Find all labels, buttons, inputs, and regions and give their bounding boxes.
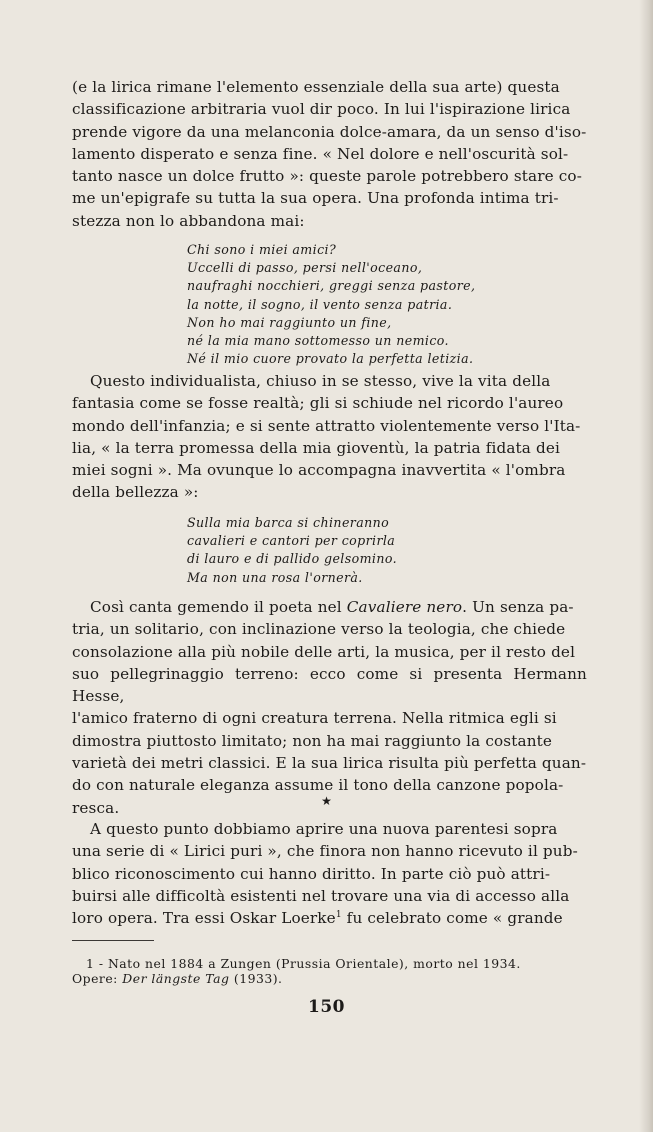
verse-line: Uccelli di passo, persi nell'oceano, bbox=[187, 260, 423, 276]
text-line: fantasia come se fosse realtà; gli si schiude nel ricordo l'aureo bbox=[72, 394, 564, 413]
text-line: suo pellegrinaggio terreno: ecco come si presenta Hermann Hesse, bbox=[72, 664, 587, 706]
text-run: fu celebrato come « grande bbox=[341, 909, 563, 928]
footnote-ref: 1 bbox=[335, 910, 342, 921]
text-line: mondo dell'infanzia; e si sente attratto violentemente verso l'Ita- bbox=[72, 416, 581, 435]
text-line: l'amico fraterno di ogni creatura terrena. Nella ritmica egli si bbox=[72, 709, 557, 728]
text-line bbox=[72, 596, 587, 618]
text-line: tria, un solitario, con inclinazione verso la teologia, che chiede bbox=[72, 620, 566, 639]
page-edge-shadow bbox=[639, 0, 653, 1132]
text-line: classificazione arbitraria vuol dir poco. In lui l'ispirazione lirica bbox=[72, 100, 571, 119]
paragraph-2 bbox=[72, 370, 587, 504]
section-separator-star: ★ bbox=[321, 794, 332, 808]
text-line bbox=[72, 907, 587, 929]
paragraph-4 bbox=[72, 818, 587, 929]
work-title: Der längste Tag bbox=[122, 971, 230, 986]
verse-line: Non ho mai raggiunto un fine, bbox=[187, 314, 392, 330]
text-line: resca. bbox=[72, 798, 120, 817]
text-run: loro opera. Tra essi Oskar Loerke bbox=[72, 909, 336, 928]
text-run: . Un senza pa- bbox=[462, 598, 574, 616]
footnote-line: 1 - Nato nel 1884 a Zungen (Prussia Orientale), morto nel 1934. bbox=[86, 956, 521, 971]
text-line: tanto nasce un dolce frutto »: queste parole potrebbero stare co- bbox=[72, 167, 582, 186]
text-run: (1933). bbox=[229, 971, 283, 986]
verse-line: la notte, il sogno, il vento senza patria. bbox=[187, 296, 453, 312]
verse-line: Chi sono i miei amici? bbox=[187, 242, 337, 257]
text-line: una serie di « Lirici puri », che finora non hanno ricevuto il pub- bbox=[72, 842, 578, 861]
text-line: buirsi alle difficoltà esistenti nel trovare una via di accesso alla bbox=[72, 886, 570, 905]
page-number: 150 bbox=[308, 997, 345, 1017]
text-line: lia, « la terra promessa della mia gioventù, la patria fidata dei bbox=[72, 438, 561, 457]
text-run: Così canta gemendo il poeta nel bbox=[90, 598, 347, 616]
text-line: (e la lirica rimane l'elemento essenziale della sua arte) questa bbox=[72, 78, 560, 96]
text-run: Opere: bbox=[72, 971, 123, 986]
text-line: stezza non lo abbandona mai: bbox=[72, 211, 305, 230]
verse-line: naufraghi nocchieri, greggi senza pastore, bbox=[187, 278, 476, 294]
text-line: consolazione alla più nobile delle arti, la musica, per il resto del bbox=[72, 642, 576, 661]
paragraph-1 bbox=[72, 76, 587, 232]
text-line: prende vigore da una melanconia dolce-amara, da un senso d'iso- bbox=[72, 122, 587, 141]
verse-line: di lauro e di pallido gelsomino. bbox=[187, 551, 398, 567]
text-line: della bellezza »: bbox=[72, 483, 199, 502]
footnote-line bbox=[72, 971, 587, 986]
verse-line: cavalieri e cantori per coprirla bbox=[187, 533, 396, 549]
verse-quote-2 bbox=[187, 514, 527, 587]
text-line: A questo punto dobbiamo aprire una nuova parentesi sopra bbox=[90, 820, 558, 838]
text-line: me un'epigrafe su tutta la sua opera. Una profonda intima tri- bbox=[72, 189, 559, 208]
verse-line: Né il mio cuore provato la perfetta letizia. bbox=[187, 351, 474, 367]
text-line: miei sogni ». Ma ovunque lo accompagna inavvertita « l'ombra bbox=[72, 461, 566, 480]
footnote-rule bbox=[72, 940, 154, 941]
work-title: Cavaliere nero bbox=[346, 598, 463, 616]
verse-line: né la mia mano sottomesso un nemico. bbox=[187, 333, 449, 349]
text-line: do con naturale eleganza assume il tono della canzone popola- bbox=[72, 776, 564, 795]
text-line: Questo individualista, chiuso in se stesso, vive la vita della bbox=[90, 372, 551, 390]
text-line: dimostra piuttosto limitato; non ha mai raggiunto la costante bbox=[72, 731, 553, 750]
paragraph-3 bbox=[72, 596, 587, 819]
verse-line: Ma non una rosa l'ornerà. bbox=[187, 569, 363, 585]
text-line: varietà dei metri classici. E la sua lirica risulta più perfetta quan- bbox=[72, 754, 587, 773]
verse-line: Sulla mia barca si chineranno bbox=[187, 515, 390, 530]
footnote bbox=[72, 956, 587, 986]
text-line: blico riconoscimento cui hanno diritto. In parte ciò può attri- bbox=[72, 864, 551, 883]
verse-quote-1 bbox=[187, 241, 527, 368]
text-line: lamento disperato e senza fine. « Nel dolore e nell'oscurità sol- bbox=[72, 144, 569, 163]
